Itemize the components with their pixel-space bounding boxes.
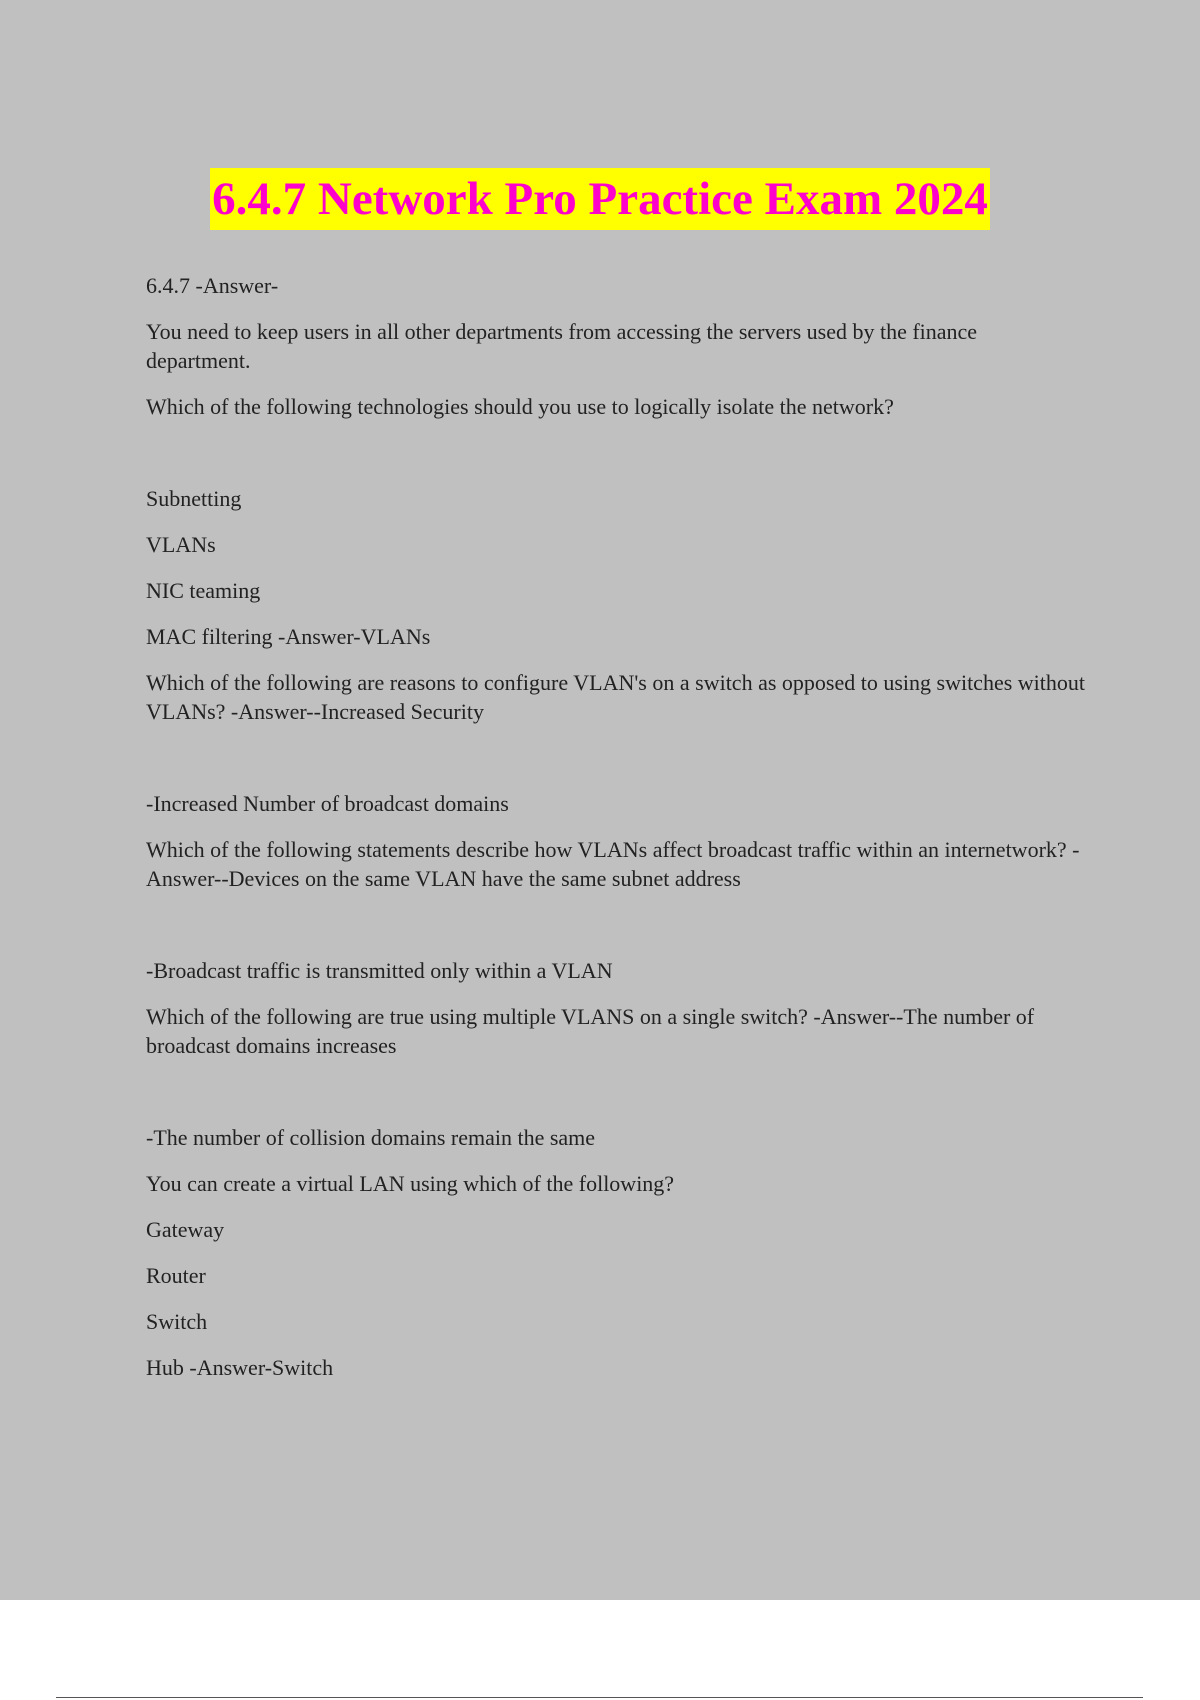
question-text: Which of the following are reasons to configure VLAN's on a switch as opposed to using switches without VLANs? -Answer--Increased Security	[146, 670, 1085, 724]
question-heading: 6.4.7 -Answer-	[146, 273, 279, 298]
answer-continuation: -Increased Number of broadcast domains	[146, 791, 509, 816]
answer-option: Router	[146, 1263, 206, 1288]
answer-option: Subnetting	[146, 486, 242, 511]
answer-continuation: -Broadcast traffic is transmitted only within a VLAN	[146, 958, 613, 983]
question-text: Which of the following statements describe how VLANs affect broadcast traffic within an internetwork? -Answer--Devices on the same VLAN have the same subnet address	[146, 837, 1080, 891]
bottom-divider	[56, 1697, 1143, 1698]
question-text: Which of the following technologies should you use to logically isolate the network?	[146, 394, 894, 419]
question-text: Which of the following are true using multiple VLANS on a single switch? -Answer--The number of broadcast domains increases	[146, 1004, 1035, 1058]
title-wrap	[0, 168, 1200, 230]
answer-option: Gateway	[146, 1217, 225, 1242]
question-text: You can create a virtual LAN using which of the following?	[146, 1171, 675, 1196]
answer-option: MAC filtering -Answer-VLANs	[146, 624, 431, 649]
answer-option: NIC teaming	[146, 578, 261, 603]
question-text: You need to keep users in all other departments from accessing the servers used by the finance department.	[146, 319, 978, 373]
answer-continuation: -The number of collision domains remain the same	[146, 1125, 596, 1150]
answer-option: Switch	[146, 1309, 208, 1334]
document-title: 6.4.7 Network Pro Practice Exam 2024	[210, 168, 990, 230]
document-body	[146, 271, 1086, 1399]
answer-option: VLANs	[146, 532, 216, 557]
answer-option: Hub -Answer-Switch	[146, 1355, 334, 1380]
